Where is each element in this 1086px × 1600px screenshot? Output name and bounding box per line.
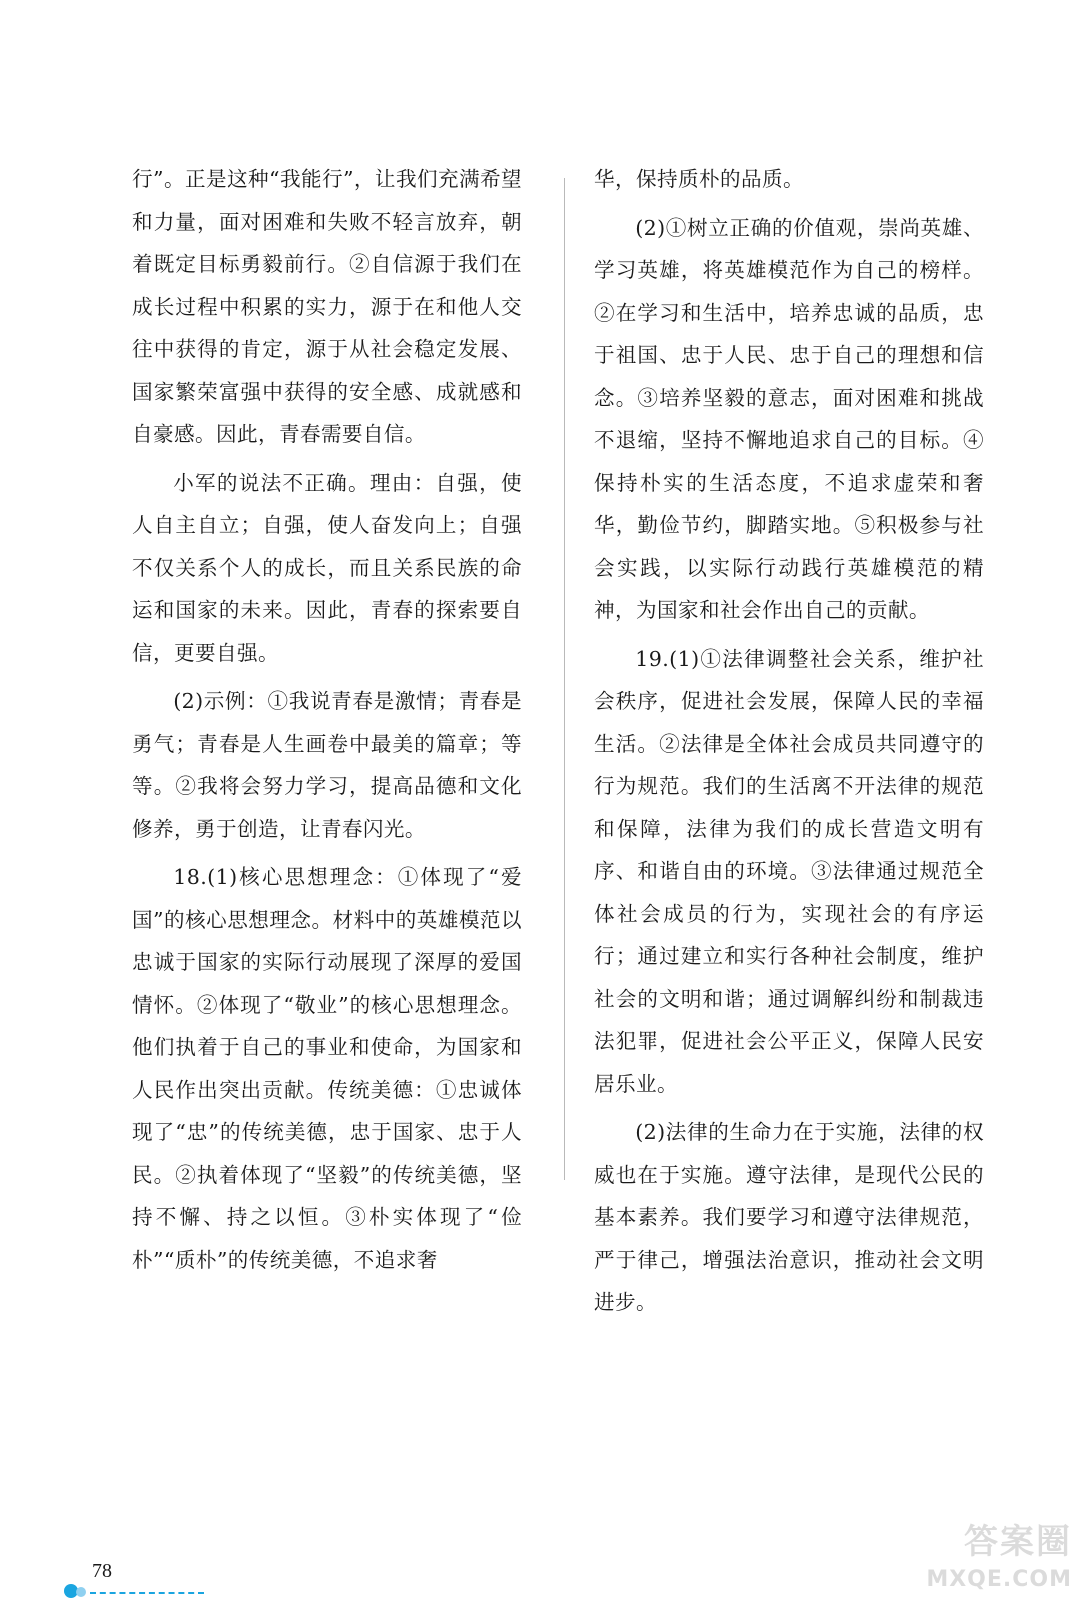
footer-dot-small-icon [76, 1587, 86, 1597]
watermark-logo-text: 答案圈 [964, 1522, 1072, 1562]
paragraph-q19-part1: 19.(1)①法律调整社会关系，维护社会秩序，促进社会发展，保障人民的幸福生活。②法律是全体社会成员共同遵守的行为规范。我们的生活离不开法律的规范和保障，法律为我们的成长营造文明有序、和谐自由的环境。③法律通过规范全体社会成员的行为，实现社会的有序运行；通过建立和实行各种社会制度，维护社会的文明和谐；通过调解纠纷和制裁违法犯罪，促进社会公平正义，保障人民安居乐业。 [594, 646, 984, 1096]
paragraph-continuation-right: 华，保持质朴的品质。 [594, 167, 804, 191]
site-watermark [922, 1514, 1072, 1592]
page-number: 78 [92, 1560, 112, 1582]
paragraph-continuation: 行”。正是这种“我能行”，让我们充满希望和力量，面对困难和失败不轻言放弃，朝着既定目标勇毅前行。②自信源于我们在成长过程中积累的实力，源于在和他人交往中获得的肯定，源于从社会稳定发展、国家繁荣富强中获得的安全感、成就感和自豪感。因此，青春需要自信。 [132, 167, 522, 446]
left-text-column [132, 158, 522, 1287]
paragraph-q18-part1: 18.(1)核心思想理念：①体现了“爱国”的核心思想理念。材料中的英雄模范以忠诚于国家的实际行动展现了深厚的爱国情怀。②体现了“敬业”的核心思想理念。他们执着于自己的事业和使命，为国家和人民作出突出贡献。传统美德：①忠诚体现了“忠”的传统美德，忠于国家、忠于人民。②执着体现了“坚毅”的传统美德，坚持不懈、持之以恒。③朴实体现了“俭朴”“质朴”的传统美德，不追求奢 [132, 865, 522, 1272]
page-footer [64, 1560, 214, 1600]
footer-dashed-line [90, 1592, 204, 1594]
column-divider [564, 178, 565, 1180]
paragraph-q18-part2: (2)①树立正确的价值观，崇尚英雄、学习英雄，将英雄模范作为自己的榜样。②在学习和生活中，培养忠诚的品质，忠于祖国、忠于人民、忠于自己的理想和信念。③培养坚毅的意志，面对困难和挑战不退缩，坚持不懈地追求自己的目标。④保持朴实的生活态度，不追求虚荣和奢华，勤俭节约，脚踏实地。⑤积极参与社会实践，以实际行动践行英雄模范的精神，为国家和社会作出自己的贡献。 [594, 215, 984, 622]
right-text-column [594, 158, 984, 1330]
paragraph-xiaojun-answer: 小军的说法不正确。理由：自强，使人自主自立；自强，使人奋发向上；自强不仅关系个人的成长，而且关系民族的命运和国家的未来。因此，青春的探索要自信，更要自强。 [132, 470, 522, 665]
paragraph-q17-part2: (2)示例：①我说青春是激情；青春是勇气；青春是人生画卷中最美的篇章；等等。②我将会努力学习，提高品德和文化修养，勇于创造，让青春闪光。 [132, 689, 522, 841]
watermark-url: MXQE.COM [926, 1567, 1072, 1592]
paragraph-q19-part2: (2)法律的生命力在于实施，法律的权威也在于实施。遵守法律，是现代公民的基本素养。我们要学习和遵守法律规范，严于律己，增强法治意识，推动社会文明进步。 [594, 1120, 984, 1314]
